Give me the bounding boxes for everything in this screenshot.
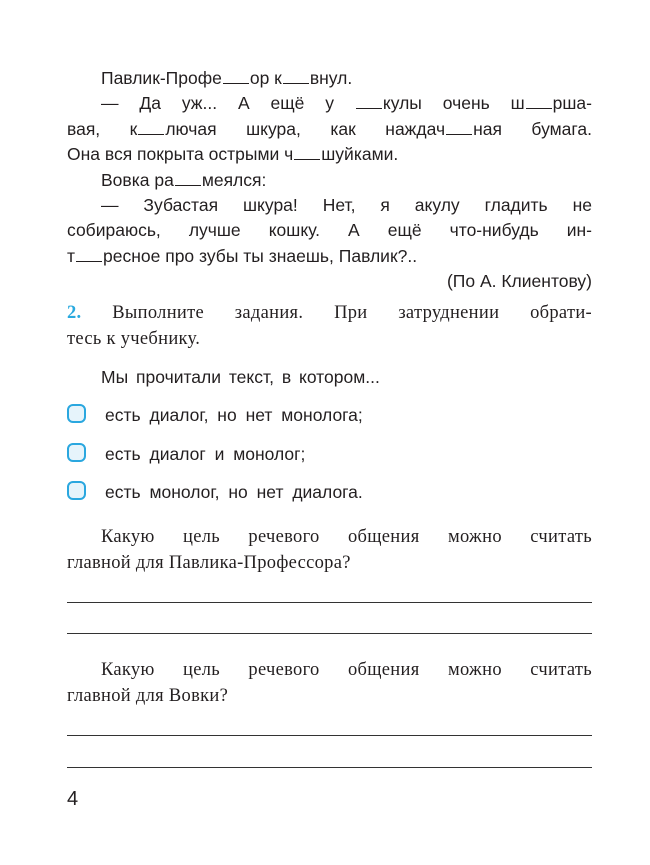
fill-in-blank[interactable] — [356, 95, 382, 109]
option-checkbox-3[interactable] — [67, 481, 86, 500]
fill-in-blank[interactable] — [446, 121, 472, 135]
fill-in-blank[interactable] — [283, 70, 309, 84]
fill-in-blank[interactable] — [175, 172, 201, 186]
option-checkbox-2[interactable] — [67, 443, 86, 462]
fill-in-blank[interactable] — [76, 248, 102, 262]
answer-line-1a[interactable] — [67, 602, 592, 603]
story-line: т ресное про зубы ты знаешь, Павлик?.. — [67, 245, 418, 266]
task-instruction-line1: Выполните задания. При затруднении обрати- — [112, 303, 592, 323]
answer-line-2a[interactable] — [67, 735, 592, 736]
story-line: собираюсь, лучше кошку. А ещё что-нибудь ин- — [67, 220, 592, 241]
story-line: Павлик-Профе ор к внул. — [101, 68, 353, 88]
answer-line-2b[interactable] — [67, 767, 592, 768]
fill-in-blank[interactable] — [223, 70, 249, 84]
story-line: вая, к лючая шкура, как наждач ная бумага. — [67, 118, 592, 139]
page-number: 4 — [67, 788, 79, 810]
option-label-1: есть диалог, но нет монолога; — [105, 405, 363, 425]
fill-in-blank[interactable] — [138, 121, 164, 135]
task-heading — [67, 302, 592, 324]
option-label-3: есть монолог, но нет диалога. — [105, 482, 363, 502]
story-line: (По А. Клиентову) — [446, 271, 592, 292]
story-line: Вовка ра меялся: — [101, 169, 267, 190]
task-instruction-line2: тесь к учебнику. — [67, 329, 201, 349]
question-2-line1: Какую цель речевого общения можно считать — [101, 660, 592, 680]
story-line: — Да уж... А ещё у кулы очень ш рша- — [101, 93, 592, 114]
question-1-line1: Какую цель речевого общения можно считать — [101, 527, 592, 547]
fill-in-blank[interactable] — [526, 95, 552, 109]
question-1-line2: главной для Павлика-Профессора? — [67, 553, 351, 573]
option-label-2: есть диалог и монолог; — [105, 444, 306, 464]
story-line: — Зубастая шкура! Нет, я акулу гладить не — [101, 195, 592, 215]
story-line: Она вся покрыта острыми ч шуйками. — [67, 144, 399, 165]
task-prompt: Мы прочитали текст, в котором... — [101, 367, 380, 387]
option-checkbox-1[interactable] — [67, 404, 86, 423]
fill-in-blank[interactable] — [294, 146, 320, 160]
answer-line-1b[interactable] — [67, 633, 592, 634]
question-2-line2: главной для Вовки? — [67, 686, 229, 706]
task-number: 2. — [67, 303, 82, 323]
